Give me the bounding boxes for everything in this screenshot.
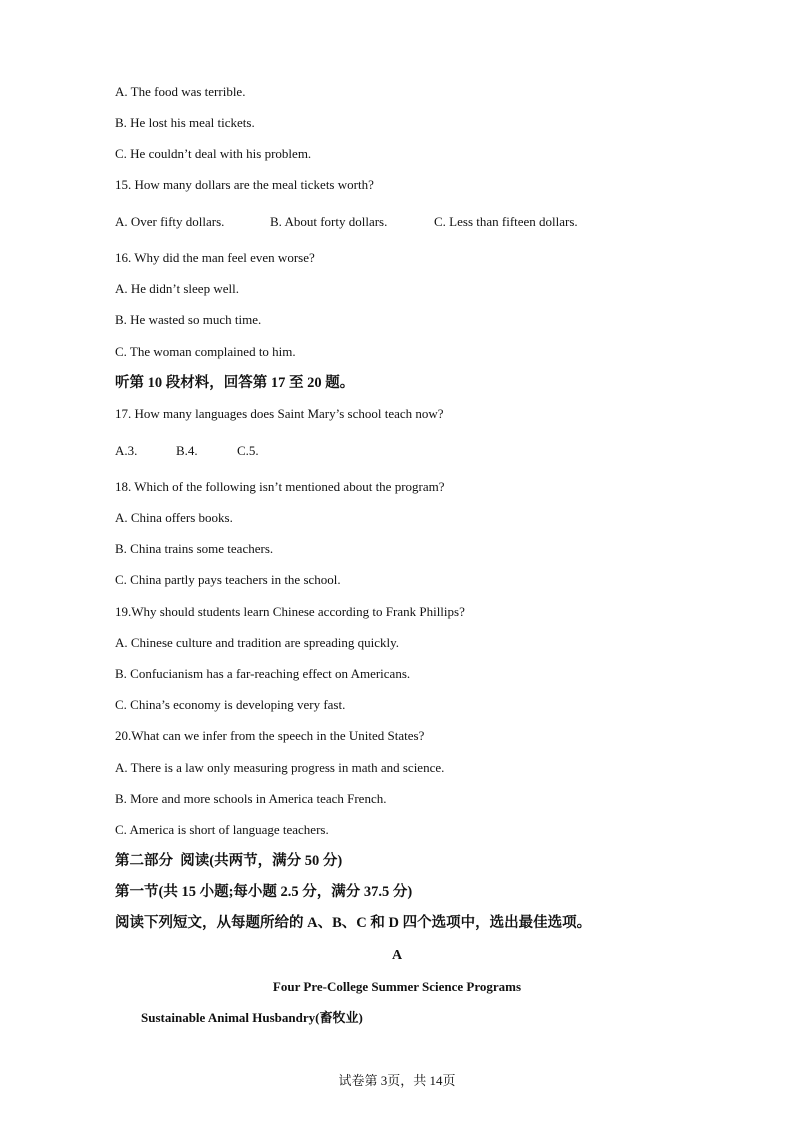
- q15-option-b: B. About forty dollars.: [270, 214, 388, 229]
- q15-option-a: A. Over fifty dollars.: [115, 214, 225, 229]
- q16-option-b: B. He wasted so much time.: [115, 312, 262, 327]
- passage-subheading: Sustainable Animal Husbandry(畜牧业): [141, 1010, 363, 1025]
- q18-option-a: A. China offers books.: [115, 510, 233, 525]
- q20-stem: 20.What can we infer from the speech in the United States?: [115, 728, 425, 743]
- section10-instruction: 听第 10 段材料，回答第 17 至 20 题。: [115, 375, 355, 391]
- q15-option-c: C. Less than fifteen dollars.: [434, 214, 578, 229]
- part2-title: 第二部分 阅读(共两节，满分 50 分): [115, 853, 343, 869]
- q15-stem: 15. How many dollars are the meal tickets worth?: [115, 177, 374, 192]
- q19-stem: 19.Why should students learn Chinese according to Frank Phillips?: [115, 604, 465, 619]
- q19-option-b: B. Confucianism has a far-reaching effect on Americans.: [115, 666, 411, 681]
- q16-option-a: A. He didn’t sleep well.: [115, 281, 239, 296]
- q14-option-c: C. He couldn’t deal with his problem.: [115, 146, 312, 161]
- q17-option-a: A.3.: [115, 443, 138, 458]
- q19-option-a: A. Chinese culture and tradition are spreading quickly.: [115, 635, 399, 650]
- page-footer: 试卷第 3页，共 14页: [338, 1073, 456, 1088]
- part2-section1-heading: 第一节(共 15 小题;每小题 2.5 分，满分 37.5 分): [115, 884, 413, 900]
- q18-stem: 18. Which of the following isn’t mentioned about the program?: [115, 479, 445, 494]
- q20-option-c: C. America is short of language teachers.: [115, 822, 329, 837]
- q20-option-a: A. There is a law only measuring progress in math and science.: [115, 760, 445, 775]
- q16-option-c: C. The woman complained to him.: [115, 344, 296, 359]
- q17-option-c: C.5.: [237, 443, 259, 458]
- q20-option-b: B. More and more schools in America teach French.: [115, 791, 387, 806]
- q19-option-c: C. China’s economy is developing very fast.: [115, 697, 346, 712]
- q14-option-b: B. He lost his meal tickets.: [115, 115, 255, 130]
- passage-title: Four Pre-College Summer Science Programs: [272, 979, 522, 994]
- q18-option-b: B. China trains some teachers.: [115, 541, 274, 556]
- passage-label: A: [391, 948, 403, 963]
- q16-stem: 16. Why did the man feel even worse?: [115, 250, 315, 265]
- q14-option-a: A. The food was terrible.: [115, 84, 246, 99]
- q17-option-b: B.4.: [176, 443, 198, 458]
- q17-stem: 17. How many languages does Saint Mary’s school teach now?: [115, 406, 444, 421]
- part2-instruction: 阅读下列短文，从每题所给的 A、B、C 和 D 四个选项中，选出最佳选项。: [115, 915, 592, 931]
- q18-option-c: C. China partly pays teachers in the school.: [115, 572, 341, 587]
